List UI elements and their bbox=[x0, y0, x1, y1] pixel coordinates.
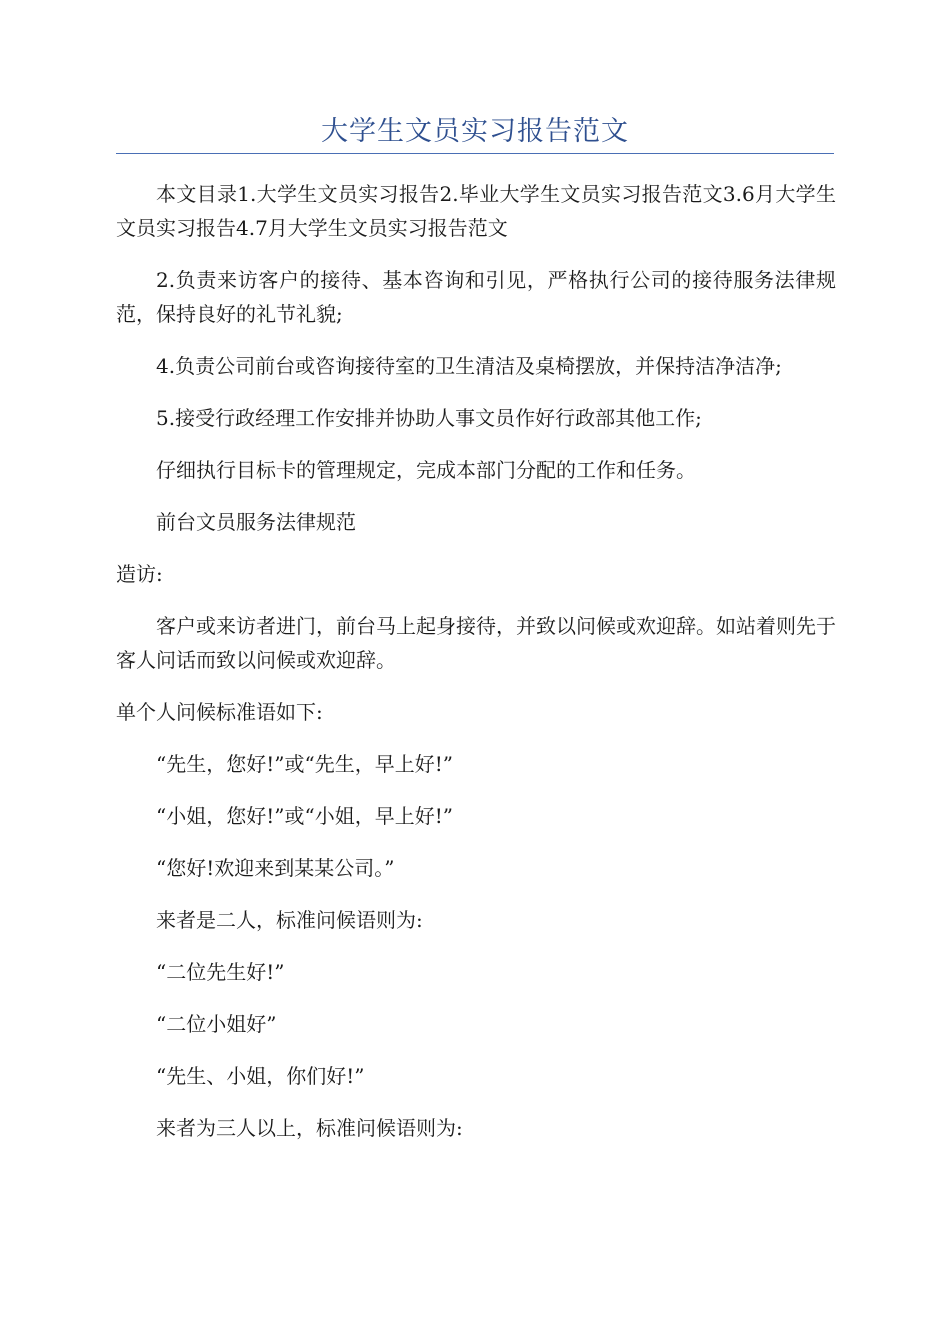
document-body bbox=[116, 177, 836, 1163]
paragraph-two-visitors: 来者是二人，标准问候语则为: bbox=[156, 908, 423, 932]
paragraph-three-visitors: 来者为三人以上，标准问候语则为: bbox=[156, 1116, 463, 1140]
paragraph-duty-2: 2.负责来访客户的接待、基本咨询和引见，严格执行公司的接待服务法律规范，保持良好的礼节礼貌; bbox=[116, 268, 836, 326]
greeting-line: “先生，您好!”或“先生，早上好!” bbox=[156, 752, 453, 776]
section-heading-visit: 造访: bbox=[116, 562, 163, 586]
paragraph-duty-5: 5.接受行政经理工作安排并协助人事文员作好行政部其他工作; bbox=[156, 406, 702, 430]
document-title: 大学生文员实习报告范文 bbox=[321, 116, 629, 147]
paragraph-single-greeting: 单个人问候标准语如下: bbox=[116, 700, 323, 724]
paragraph-toc: 本文目录1.大学生文员实习报告2.毕业大学生文员实习报告范文3.6月大学生文员实习报告4.7月大学生文员实习报告范文 bbox=[116, 182, 836, 240]
greeting-line: “您好!欢迎来到某某公司。” bbox=[156, 856, 395, 880]
paragraph-greeting-rule: 客户或来访者进门，前台马上起身接待，并致以问候或欢迎辞。如站着则先于客人问话而致以问候或欢迎辞。 bbox=[116, 614, 836, 672]
greeting-line: “二位小姐好” bbox=[156, 1012, 277, 1036]
paragraph-target-card: 仔细执行目标卡的管理规定，完成本部门分配的工作和任务。 bbox=[156, 458, 696, 482]
greeting-line: “先生、小姐，你们好!” bbox=[156, 1064, 365, 1088]
greeting-line: “二位先生好!” bbox=[156, 960, 285, 984]
greeting-line: “小姐，您好!”或“小姐，早上好!” bbox=[156, 804, 453, 828]
title-underline bbox=[116, 153, 834, 154]
section-heading-standards: 前台文员服务法律规范 bbox=[156, 510, 356, 534]
paragraph-duty-4: 4.负责公司前台或咨询接待室的卫生清洁及桌椅摆放，并保持洁净洁净; bbox=[156, 354, 782, 378]
